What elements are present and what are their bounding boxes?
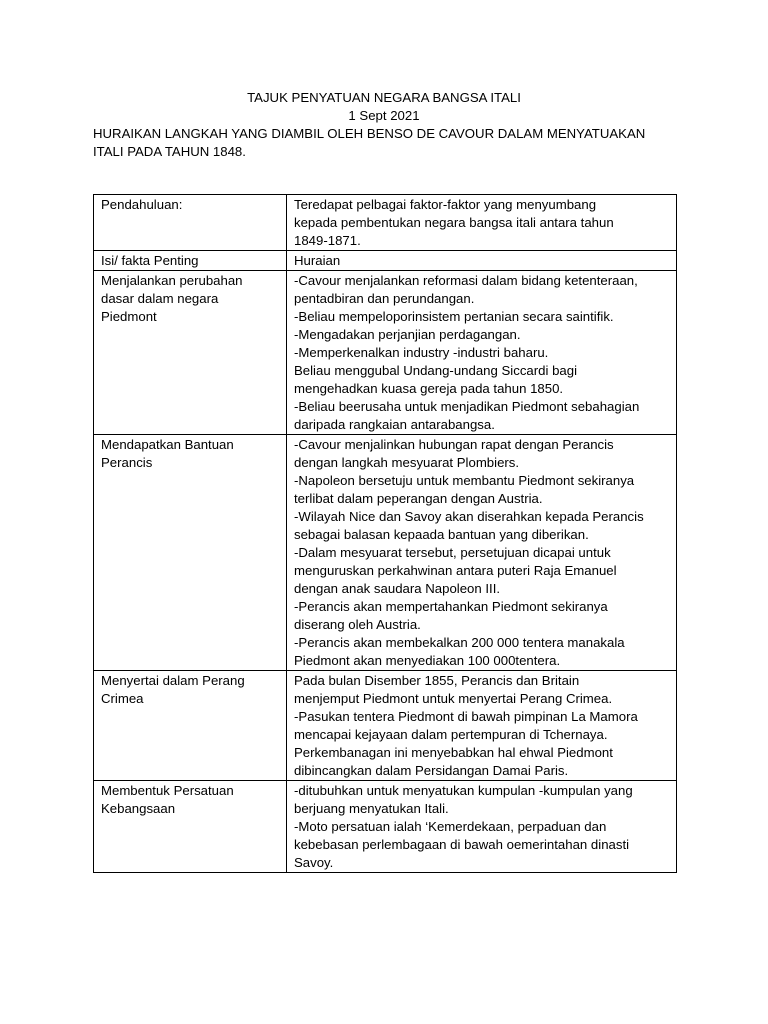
column-header-explanation: Huraian	[287, 251, 677, 271]
point-cell	[94, 271, 287, 435]
table-row	[94, 271, 677, 435]
explanation-cell	[287, 781, 677, 873]
explanation-line: mencapai kejayaan dalam pertempuran di Tchernaya.	[294, 727, 608, 742]
explanation-line: sebagai balasan kepaada bantuan yang diberikan.	[294, 527, 589, 542]
point-cell	[94, 671, 287, 781]
point-label-line: Crimea	[101, 691, 144, 706]
point-label-line: Menyertai dalam Perang	[101, 673, 245, 688]
point-label-line: dasar dalam negara	[101, 291, 219, 306]
explanation-line: -Pasukan tentera Piedmont di bawah pimpinan La Mamora	[294, 709, 638, 724]
explanation-line: -Cavour menjalinkan hubungan rapat dengan Perancis	[294, 437, 614, 452]
intro-line: kepada pembentukan negara bangsa itali antara tahun	[294, 215, 614, 230]
explanation-cell	[287, 435, 677, 671]
notes-table	[93, 194, 677, 873]
explanation-cell	[287, 271, 677, 435]
explanation-line: Beliau menggubal Undang-undang Siccardi bagi	[294, 363, 577, 378]
essay-question-line: ITALI PADA TAHUN 1848.	[93, 144, 246, 159]
table-header-row	[94, 251, 677, 271]
column-header-points: Isi/ fakta Penting	[94, 251, 287, 271]
intro-label: Pendahuluan:	[101, 197, 183, 212]
explanation-cell	[287, 671, 677, 781]
explanation-line: Savoy.	[294, 855, 334, 870]
explanation-line: dibincangkan dalam Persidangan Damai Paris.	[294, 763, 569, 778]
intro-text-cell	[287, 195, 677, 251]
explanation-line: dengan langkah mesyuarat Plombiers.	[294, 455, 520, 470]
explanation-line: -Napoleon bersetuju untuk membantu Piedmont sekiranya	[294, 473, 635, 488]
explanation-line: -Perancis akan mempertahankan Piedmont sekiranya	[294, 599, 608, 614]
explanation-line: -Cavour menjalankan reformasi dalam bidang ketenteraan,	[294, 273, 638, 288]
table-row-intro	[94, 195, 677, 251]
point-label-line: Piedmont	[101, 309, 157, 324]
point-cell	[94, 435, 287, 671]
point-label-line: Perancis	[101, 455, 153, 470]
point-label-line: Kebangsaan	[101, 801, 176, 816]
essay-question-line: HURAIKAN LANGKAH YANG DIAMBIL OLEH BENSO DE CAVOUR DALAM MENYATUAKAN	[93, 126, 646, 141]
explanation-line: daripada rangkaian antarabangsa.	[294, 417, 495, 432]
explanation-line: -Moto persatuan ialah ‘Kemerdekaan, perpaduan dan	[294, 819, 607, 834]
explanation-line: Perkembanagan ini menyebabkan hal ehwal Piedmont	[294, 745, 613, 760]
explanation-line: -ditubuhkan untuk menyatukan kumpulan -kumpulan yang	[294, 783, 633, 798]
explanation-line: -Beliau beerusaha untuk menjadikan Piedmont sebahagian	[294, 399, 640, 414]
point-label-line: Mendapatkan Bantuan	[101, 437, 234, 452]
point-label-line: Membentuk Persatuan	[101, 783, 234, 798]
document-title: TAJUK PENYATUAN NEGARA BANGSA ITALI	[247, 90, 521, 105]
explanation-line: mengehadkan kuasa gereja pada tahun 1850.	[294, 381, 564, 396]
explanation-line: diserang oleh Austria.	[294, 617, 421, 632]
explanation-line: -Mengadakan perjanjian perdagangan.	[294, 327, 521, 342]
explanation-line: -Memperkenalkan industry -industri baharu.	[294, 345, 549, 360]
table-row	[94, 671, 677, 781]
explanation-line: pentadbiran dan perundangan.	[294, 291, 475, 306]
document-date: 1 Sept 2021	[348, 108, 420, 123]
explanation-line: Pada bulan Disember 1855, Perancis dan Britain	[294, 673, 580, 688]
table-row	[94, 781, 677, 873]
explanation-line: kebebasan perlembagaan di bawah oemerintahan dinasti	[294, 837, 630, 852]
explanation-line: berjuang menyatukan Itali.	[294, 801, 449, 816]
point-cell	[94, 781, 287, 873]
intro-line: Teredapat pelbagai faktor-faktor yang menyumbang	[294, 197, 597, 212]
explanation-line: Piedmont akan menyediakan 100 000tentera.	[294, 653, 561, 668]
intro-label-cell	[94, 195, 287, 251]
explanation-line: -Perancis akan membekalkan 200 000 tentera manakala	[294, 635, 625, 650]
essay-question	[93, 125, 683, 161]
explanation-line: dengan anak saudara Napoleon III.	[294, 581, 501, 596]
explanation-line: menjemput Piedmont untuk menyertai Perang Crimea.	[294, 691, 613, 706]
explanation-line: terlibat dalam peperangan dengan Austria.	[294, 491, 543, 506]
explanation-line: menguruskan perkahwinan antara puteri Raja Emanuel	[294, 563, 617, 578]
intro-line: 1849-1871.	[294, 233, 361, 248]
point-label-line: Menjalankan perubahan	[101, 273, 243, 288]
table-row	[94, 435, 677, 671]
explanation-line: -Wilayah Nice dan Savoy akan diserahkan kepada Perancis	[294, 509, 644, 524]
explanation-line: -Dalam mesyuarat tersebut, persetujuan dicapai untuk	[294, 545, 611, 560]
explanation-line: -Beliau mempeloporinsistem pertanian secara saintifik.	[294, 309, 614, 324]
